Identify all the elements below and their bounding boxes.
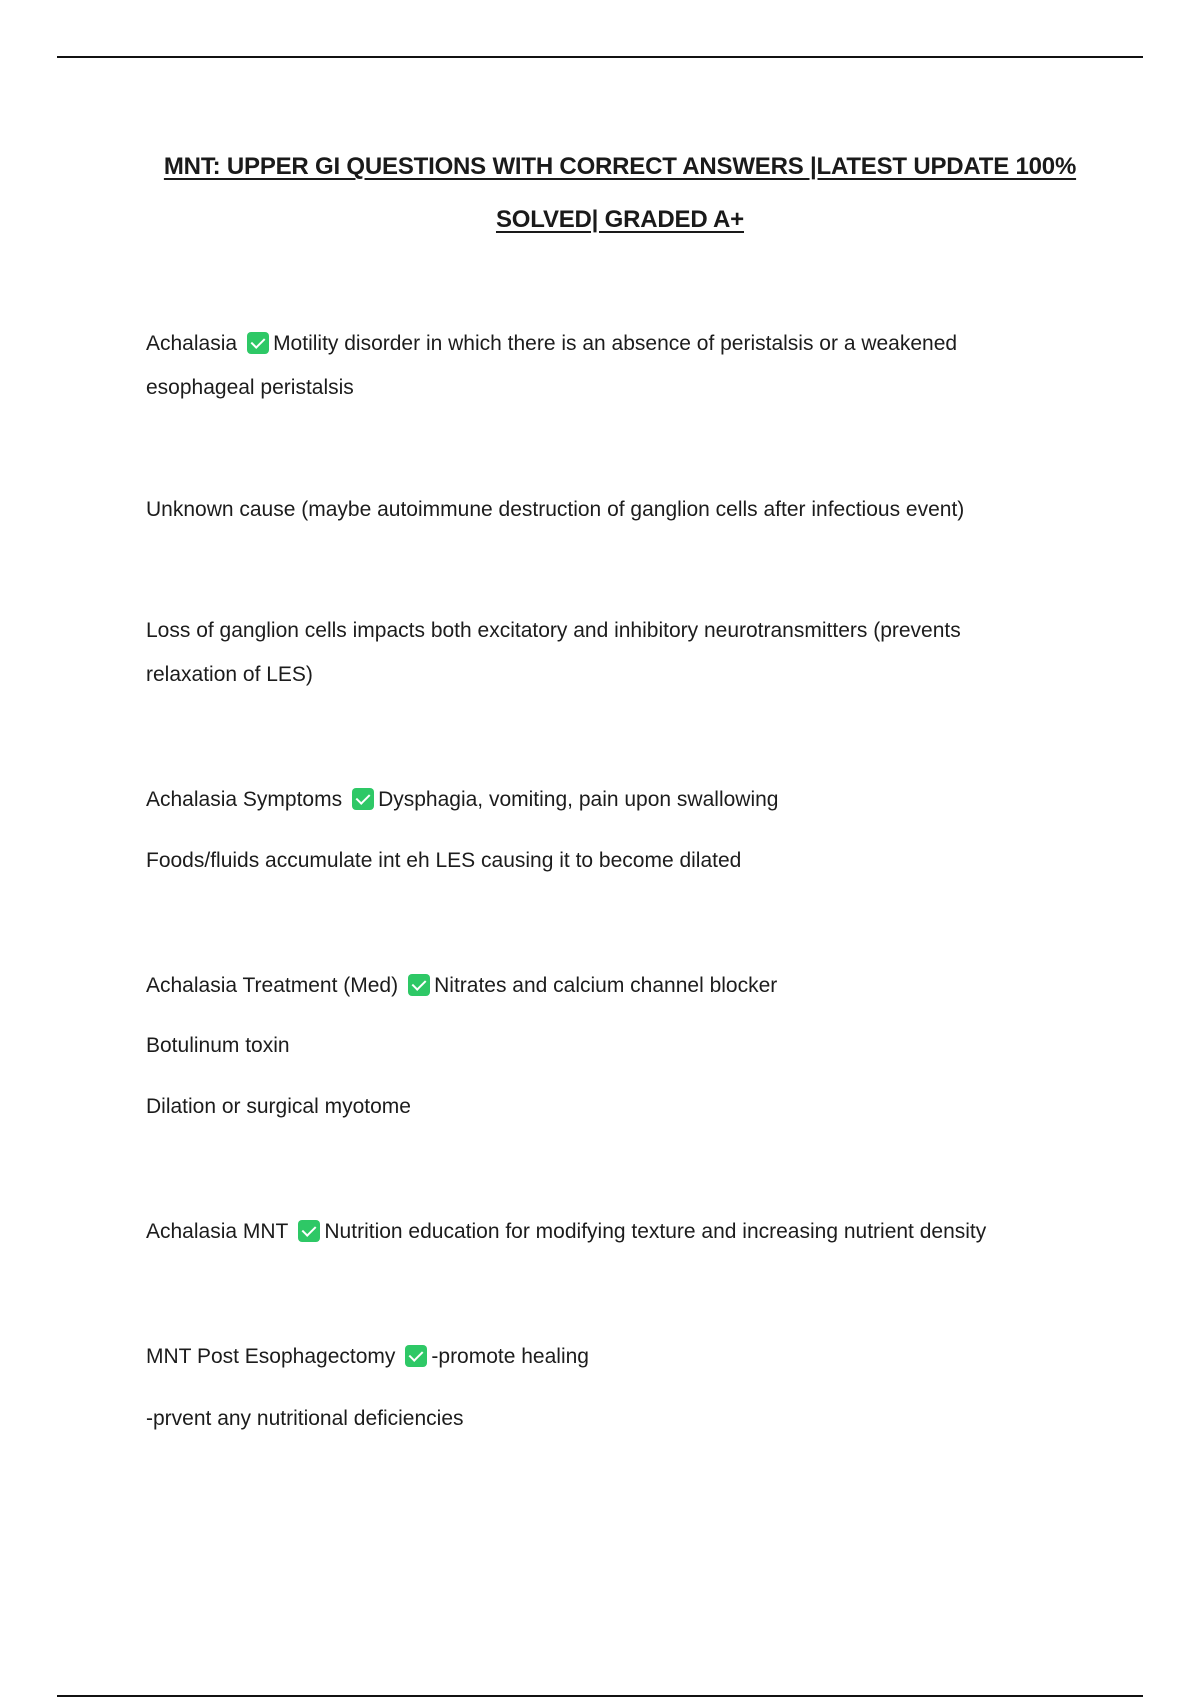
note-text: Unknown cause (maybe autoimmune destruction of ganglion cells after infectious event): [146, 498, 965, 521]
qa-entry-achalasia-treatment: [146, 972, 777, 1000]
answer-extra-line: Botulinum toxin: [146, 1034, 290, 1057]
note-text: Loss of ganglion cells impacts both excitatory and inhibitory neurotransmitters (prevents: [146, 619, 961, 642]
bottom-divider: [57, 1695, 1143, 1697]
question-term: Achalasia: [146, 332, 238, 355]
answer-text: Dysphagia, vomiting, pain upon swallowing: [378, 788, 779, 811]
note-text-continuation: relaxation of LES): [146, 663, 313, 686]
document-title: [160, 140, 1080, 246]
document-title-line-2: SOLVED| GRADED A+: [495, 206, 744, 233]
answer-continuation: esophageal peristalsis: [146, 376, 354, 399]
qa-entry-post-esophagectomy: [146, 1343, 589, 1371]
top-divider: [57, 56, 1143, 58]
answer-text: Nutrition education for modifying texture and increasing nutrient density: [324, 1220, 987, 1243]
check-mark-icon: [247, 332, 269, 354]
document-title-line-1: MNT: UPPER GI QUESTIONS WITH CORRECT ANSWERS |LATEST UPDATE 100%: [163, 153, 1077, 180]
qa-entry-achalasia-mnt: [146, 1218, 986, 1246]
check-mark-icon: [298, 1220, 320, 1242]
qa-entry-achalasia-symptoms: [146, 786, 778, 814]
check-mark-icon: [408, 974, 430, 996]
answer-text: Motility disorder in which there is an absence of peristalsis or a weakened: [273, 332, 958, 355]
answer-extra-line: Dilation or surgical myotome: [146, 1095, 411, 1118]
answer-extra-line: Foods/fluids accumulate int eh LES causing it to become dilated: [146, 849, 742, 872]
question-term: Achalasia Treatment (Med): [146, 974, 399, 997]
answer-text: Nitrates and calcium channel blocker: [434, 974, 778, 997]
check-mark-icon: [405, 1345, 427, 1367]
question-term: MNT Post Esophagectomy: [146, 1345, 396, 1368]
check-mark-icon: [352, 788, 374, 810]
answer-text: -promote healing: [431, 1345, 589, 1368]
question-term: Achalasia MNT: [146, 1220, 289, 1243]
qa-entry-achalasia: [146, 330, 957, 358]
answer-extra-line: -prvent any nutritional deficiencies: [146, 1407, 464, 1430]
question-term: Achalasia Symptoms: [146, 788, 343, 811]
